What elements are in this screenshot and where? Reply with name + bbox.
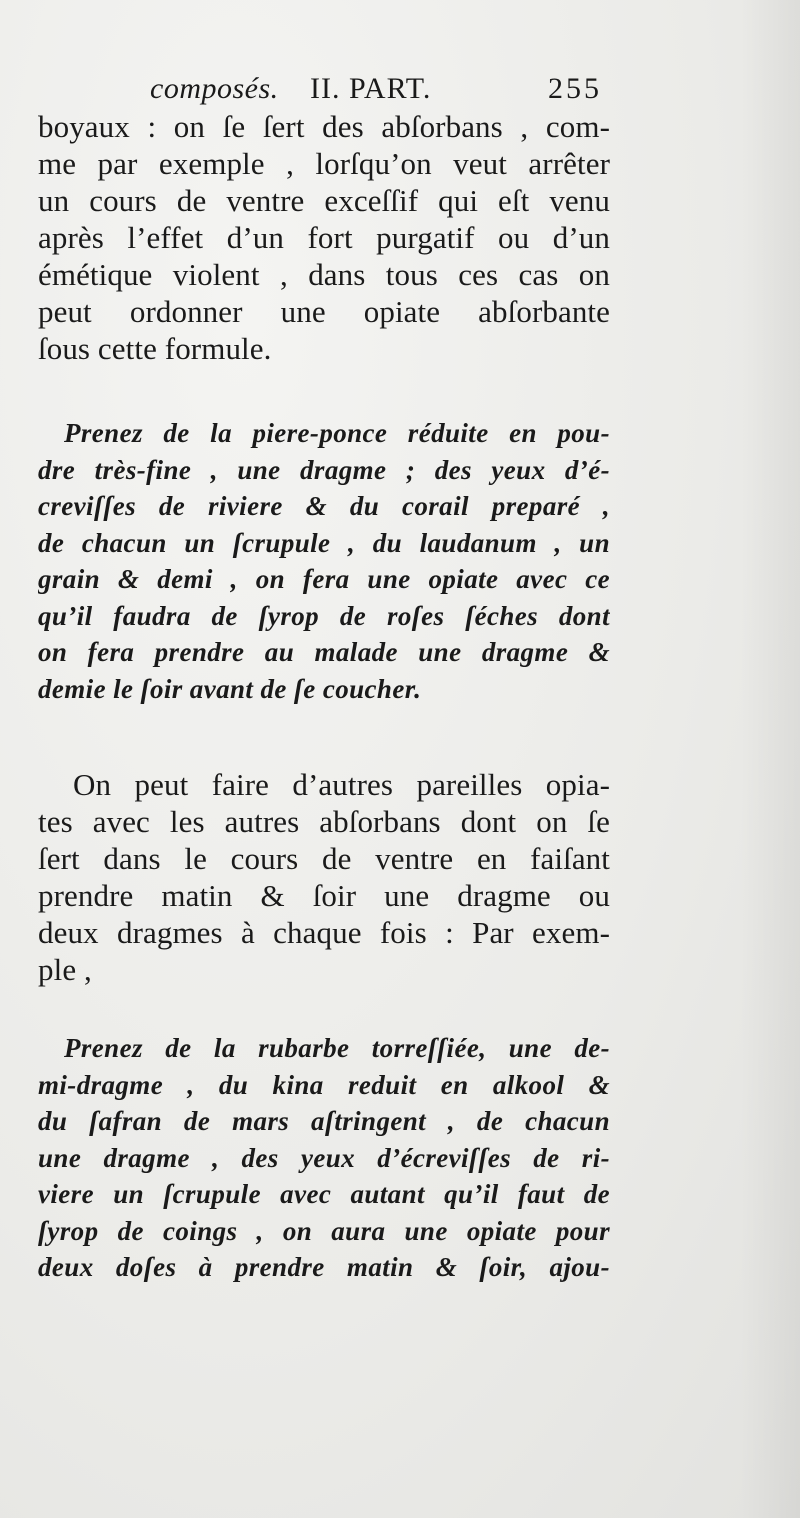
text-line: peut ordonner une opiate abſorbante: [38, 294, 610, 329]
recipe-1: [38, 415, 610, 707]
text-line: un cours de ventre exceſſif qui eſt venu: [38, 183, 610, 218]
text-line: mi-dragme , du kina reduit en alkool &: [38, 1069, 610, 1100]
text-line: on fera prendre au malade une dragme &: [38, 637, 610, 667]
text-line: dre très-fine , une dragme ; des yeux d’é-: [38, 454, 610, 485]
part-label: II. PART.: [310, 72, 432, 105]
text-line: grain & demi , on fera une opiate avec ce: [38, 564, 610, 594]
running-title: composés.: [150, 72, 279, 105]
text-line: qu’il faudra de ſyrop de roſes ſéches dont: [38, 600, 610, 631]
paragraph-1: [38, 108, 610, 367]
text-line: après l’effet d’un fort purgatif ou d’un: [38, 220, 610, 255]
text-line: ſert dans le cours de ventre en faiſant: [38, 841, 610, 876]
text-line: ſyrop de coings , on aura une opiate pour: [38, 1215, 610, 1246]
text-line: demie le ſoir avant de ſe coucher.: [38, 673, 422, 704]
text-line: prendre matin & ſoir une dragme ou: [38, 878, 610, 913]
text-line: viere un ſcrupule avec autant qu’il faut de: [38, 1179, 610, 1209]
recipe-2: [38, 1030, 610, 1286]
text-line: émétique violent , dans tous ces cas on: [38, 257, 610, 292]
text-line: Prenez de la rubarbe torreſſiée, une de-: [64, 1033, 610, 1063]
text-line: ſous cette formule.: [38, 331, 272, 366]
text-line: ple ,: [38, 952, 92, 987]
text-line: me par exemple , lorſqu’on veut arrêter: [38, 146, 610, 181]
page-number: 255: [548, 72, 602, 105]
paragraph-2: [38, 766, 610, 988]
text-line: creviſſes de riviere & du corail preparé ,: [38, 491, 610, 521]
text-line: deux dragmes à chaque fois : Par exem-: [38, 915, 610, 950]
text-line: boyaux : on ſe ſert des abſorbans , com-: [38, 109, 610, 144]
text-line: deux doſes à prendre matin & ſoir, ajou-: [38, 1252, 610, 1282]
page-edge-shadow: [740, 0, 800, 1518]
text-line: Prenez de la piere-ponce réduite en pou-: [64, 418, 610, 448]
text-line: On peut faire d’autres pareilles opia-: [73, 767, 610, 802]
text-line: de chacun un ſcrupule , du laudanum , un: [38, 527, 610, 558]
text-line: du ſafran de mars aſtringent , de chacun: [38, 1106, 610, 1136]
text-line: une dragme , des yeux d’écreviſſes de ri-: [38, 1142, 610, 1173]
text-line: tes avec les autres abſorbans dont on ſe: [38, 804, 610, 839]
